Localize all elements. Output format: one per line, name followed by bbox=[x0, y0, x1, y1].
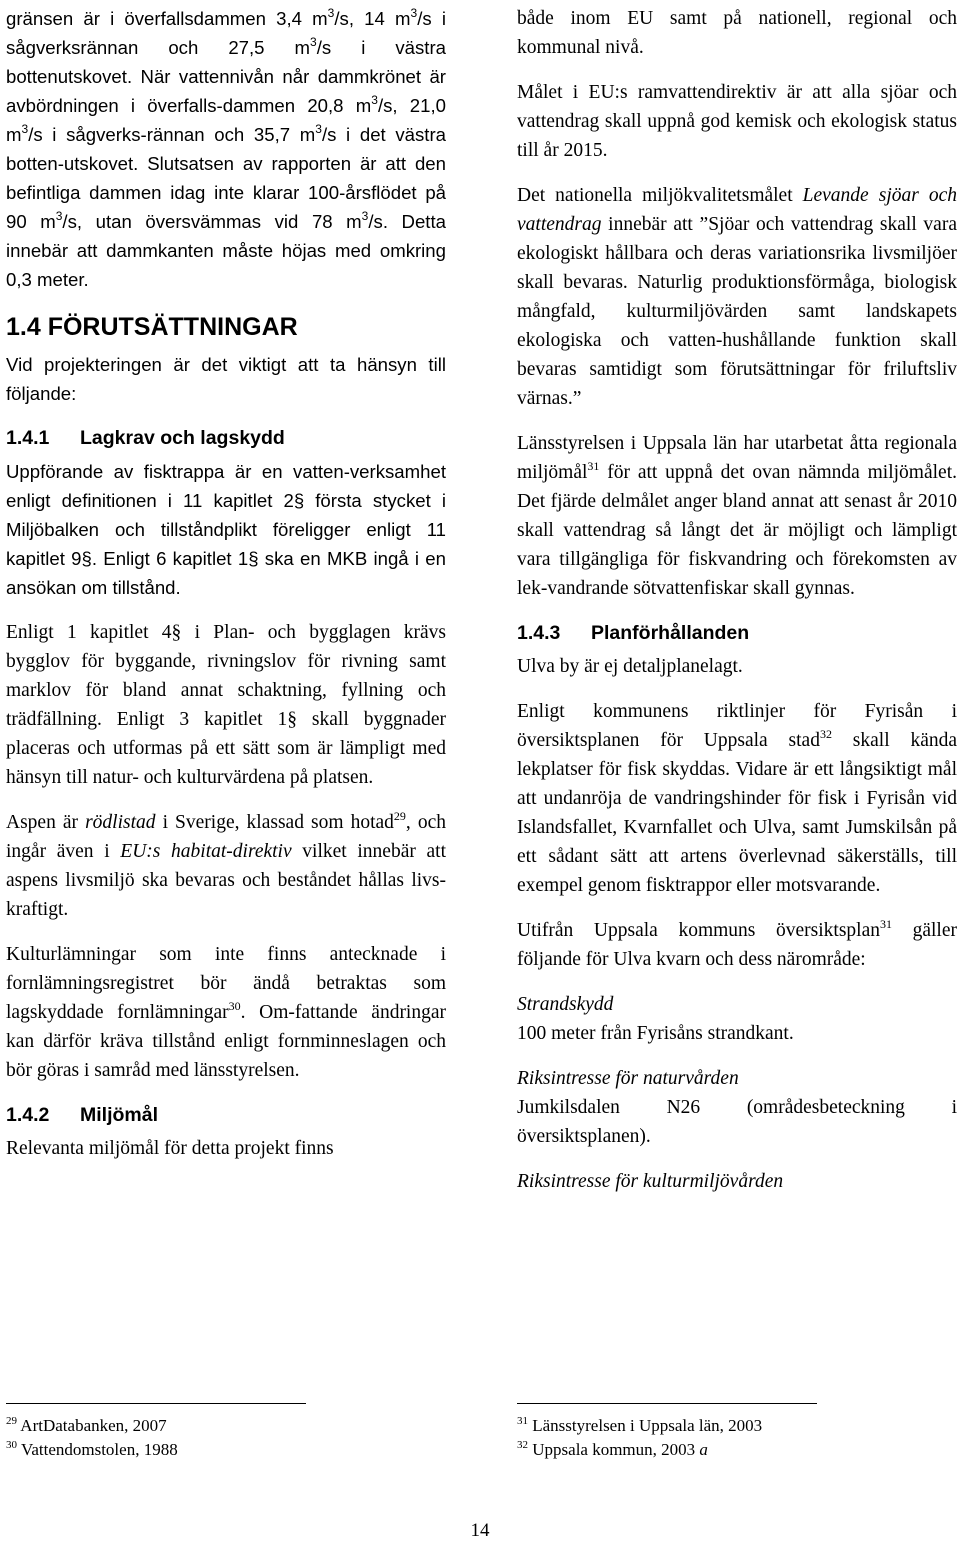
footnote-32: $^{32}$ Uppsala kommun, 2003 a bbox=[517, 1439, 708, 1459]
footnote-divider bbox=[6, 1403, 306, 1404]
paragraph-levande-sjoar: Det nationella miljökvalitetsmålet Levande sjöar och vattendrag innebär att ”Sjöar och vattendrag skall vara ekologiskt hållbara och deras variationsrika livsmiljöer skall bevaras. Naturlig produktionsförmåga, biologisk mångfald, kulturmiljövärden samt landskapets ekologiska och vatten-hushållande funktion skall bevaras samtidigt som förutsättningar för friluftsliv värnas.” bbox=[517, 185, 957, 409]
paragraph-detaljplan: Ulva by är ej detaljplanelagt. bbox=[517, 656, 743, 677]
paragraph-strandskydd: 100 meter från Fyrisåns strandkant. bbox=[517, 1023, 794, 1044]
subsection-heading-lagkrav: 1.4.1 Lagkrav och lagskydd bbox=[6, 427, 285, 449]
label-riksintresse-natur: Riksintresse för naturvården bbox=[517, 1068, 739, 1089]
footnotes-right bbox=[517, 1403, 937, 1462]
paragraph-oversiktsplan: Utifrån Uppsala kommuns översiktsplan$^{31}$ gäller följande för Ulva kvarn och dess närområde: bbox=[517, 917, 957, 970]
footnote-31: $^{31}$ Länsstyrelsen i Uppsala län, 2003 bbox=[517, 1415, 763, 1435]
label-strandskydd: Strandskydd bbox=[517, 994, 614, 1015]
right-column bbox=[517, 4, 957, 1196]
paragraph-kulturlamningar: Kulturlämningar som inte finns antecknade i fornlämningsregistret bör ändå betraktas som lagskyddade fornlämningar$^{30}$. Om-fattande ändringar kan därför kräva tillstånd enligt fornminneslagen och bör göras i samråd med länsstyrelsen. bbox=[6, 944, 446, 1081]
paragraph-dam-capacity: gränsen är i överfallsdammen 3,4 $m^3/s$, 14 $m^3/s$ i sågverksrännan och 27,5 $m^3/s$ i västra bottenutskovet. När vattennivån når dammkrönet är avbördningen i överfalls-dammen 20,8 $m^3/s$, 21,0 $m^3/s$ i sågverks-rännan och 35,7 $m^3/s$ i det västra botten-utskovet. Slutsatsen av rapporten är att den befintliga dammen idag inte klarar 100-årsflödet på 90 $m^3/s$, utan översvämmas vid 78 $m^3/s$. Detta innebär att dammkanten måste höjas med omkring 0,3 meter. bbox=[6, 6, 446, 290]
label-riksintresse-kultur: Riksintresse för kulturmiljövården bbox=[517, 1171, 784, 1192]
paragraph-ramvattendirektiv: Målet i EU:s ramvattendirektiv är att alla sjöar och vattendrag skall uppnå god kemisk och ekologisk status till år 2015. bbox=[517, 82, 957, 161]
paragraph-lansstyrelsen: Länsstyrelsen i Uppsala län har utarbetat åtta regionala miljömål$^{31}$ för att uppnå det ovan nämnda miljömålet. Det fjärde delmålet anger bland annat att senast år 2010 skall vattendrag så långt det är möjligt och lämpligt vara tillgängliga för fiskvandring och förekomsten av lek-vandrande sötvattenfiskar skall gynnas. bbox=[517, 433, 957, 599]
subsection-heading-planforhallanden: 1.4.3 Planförhållanden bbox=[517, 622, 750, 644]
subsection-heading-miljomal: 1.4.2 Miljömål bbox=[6, 1104, 159, 1126]
paragraph-riktlinjer: Enligt kommunens riktlinjer för Fyrisån i översiktsplanen för Uppsala stad$^{32}$ skall kända lekplatser för fisk skyddas. Vidare är ett långsiktigt mål att undanröja de vandringshinder för fisk i Fyrisån vid Islandsfallet, Kvarnfallet och Ulva, samt Jumskilsån på ett sådant sätt att artens överlevnad säkerställs, till exempel genom fisktrappor eller motsvarande. bbox=[517, 701, 958, 896]
paragraph-jumkilsdalen: Jumkilsdalen N26 (områdesbeteckning i översiktsplanen). bbox=[517, 1097, 957, 1147]
footnote-29: $^{29}$ ArtDatabanken, 2007 bbox=[6, 1415, 167, 1435]
left-column bbox=[6, 4, 446, 1163]
page-number: 14 bbox=[470, 1520, 490, 1541]
paragraph-aspen: Aspen är rödlistad i Sverige, klassad som hotad$^{29}$, och ingår även i EU:s habitat-direktiv vilket innebär att aspens livsmiljö ska bevaras och beståndet hållas livs-kraftigt. bbox=[6, 809, 447, 920]
paragraph-intro: Vid projekteringen är det viktigt att ta hänsyn till följande: bbox=[6, 354, 446, 404]
section-heading-forutsattningar: 1.4 FÖRUTSÄTTNINGAR bbox=[6, 313, 298, 341]
paragraph-miljomal-cont: både inom EU samt på nationell, regional och kommunal nivå. bbox=[517, 8, 957, 58]
footnotes-left bbox=[6, 1403, 426, 1462]
footnote-divider bbox=[517, 1403, 817, 1404]
footnote-30: $^{30}$ Vattendomstolen, 1988 bbox=[6, 1439, 178, 1459]
paragraph-fisktrappa: Uppförande av fisktrappa är en vatten-verksamhet enligt definitionen i 11 kapitlet 2§ första stycket i Miljöbalken och tillståndplikt föreligger enligt 11 kapitlet 9§. Enligt 6 kapitlet 1§ ska en MKB ingå i en ansökan om tillstånd. bbox=[6, 461, 446, 598]
paragraph-plan-bygglagen: Enligt 1 kapitlet 4§ i Plan- och bygglagen krävs bygglov för byggande, rivningslov för rivning samt marklov för bland annat schaktning, fyllning och trädfällning. Enligt 3 kapitlet 1§ skall byggnader placeras och utformas på ett sätt som är lämpligt med hänsyn till natur- och kulturvärdena på platsen. bbox=[6, 622, 446, 788]
paragraph-miljomal-start: Relevanta miljömål för detta projekt finns bbox=[6, 1138, 334, 1159]
